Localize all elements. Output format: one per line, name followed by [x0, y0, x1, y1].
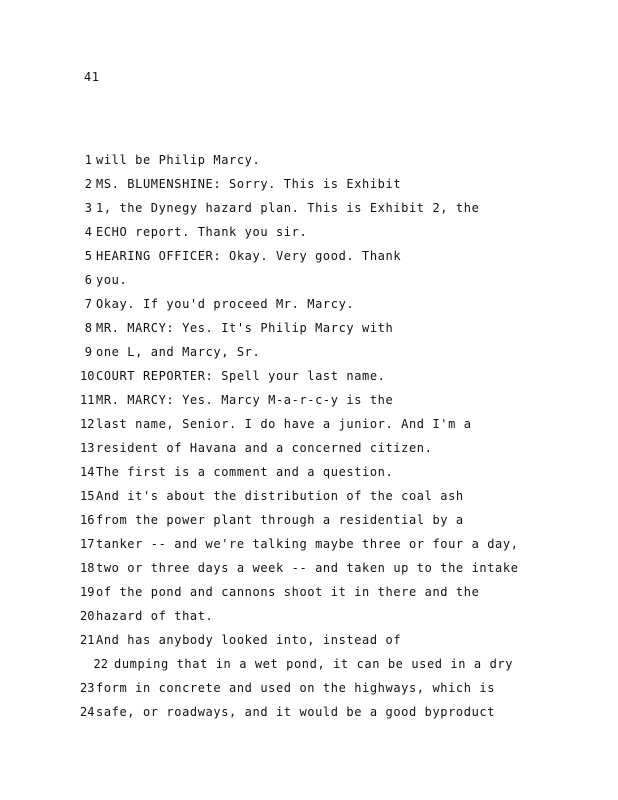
transcript-line [0, 656, 618, 680]
line-number: 2 [84, 177, 92, 191]
line-number: 4 [84, 225, 92, 239]
line-text: COURT REPORTER: Spell your last name. [96, 369, 386, 383]
line-number: 22 [93, 657, 108, 671]
line-text: HEARING OFFICER: Okay. Very good. Thank [96, 249, 402, 263]
transcript-line [0, 200, 618, 224]
line-text: MR. MARCY: Yes. Marcy M-a-r-c-y is the [96, 393, 394, 407]
transcript-line [0, 368, 618, 392]
line-text: of the pond and cannons shoot it in there and the [96, 585, 480, 599]
line-number: 10 [80, 369, 95, 383]
line-number: 9 [84, 345, 92, 359]
line-text: Okay. If you'd proceed Mr. Marcy. [96, 297, 355, 311]
line-number: 6 [84, 273, 92, 287]
transcript-line [0, 416, 618, 440]
transcript-line [0, 176, 618, 200]
transcript-line [0, 488, 618, 512]
line-number: 16 [80, 513, 95, 527]
transcript-line [0, 344, 618, 368]
line-text: MS. BLUMENSHINE: Sorry. This is Exhibit [96, 177, 402, 191]
line-number: 5 [84, 249, 92, 263]
line-number: 3 [84, 201, 92, 215]
line-number: 18 [80, 561, 95, 575]
line-number: 23 [80, 681, 95, 695]
transcript-line [0, 296, 618, 320]
transcript-line [0, 152, 618, 176]
line-number: 12 [80, 417, 95, 431]
page-number: 41 [84, 70, 100, 84]
transcript-line [0, 608, 618, 632]
line-text: tanker -- and we're talking maybe three or four a day, [96, 537, 519, 551]
line-number: 7 [84, 297, 92, 311]
line-text: safe, or roadways, and it would be a good byproduct [96, 705, 496, 719]
transcript-line [0, 584, 618, 608]
line-text: 1, the Dynegy hazard plan. This is Exhibit 2, the [96, 201, 480, 215]
transcript-line [0, 392, 618, 416]
transcript-line [0, 512, 618, 536]
line-text: ECHO report. Thank you sir. [96, 225, 308, 239]
line-number: 11 [80, 393, 95, 407]
line-number: 20 [80, 609, 95, 623]
line-text: form in concrete and used on the highways, which is [96, 681, 496, 695]
line-text: last name, Senior. I do have a junior. And I'm a [96, 417, 472, 431]
line-text: resident of Havana and a concerned citizen. [96, 441, 433, 455]
transcript-line [0, 536, 618, 560]
line-number: 13 [80, 441, 95, 455]
line-text: from the power plant through a residential by a [96, 513, 464, 527]
transcript-line [0, 320, 618, 344]
line-number: 24 [80, 705, 95, 719]
line-number: 19 [80, 585, 95, 599]
line-number: 8 [84, 321, 92, 335]
line-number: 15 [80, 489, 95, 503]
transcript-line [0, 272, 618, 296]
line-text: And has anybody looked into, instead of [96, 633, 402, 647]
line-number: 14 [80, 465, 95, 479]
transcript-body [0, 152, 618, 728]
line-text: you. [96, 273, 128, 287]
line-text: The first is a comment and a question. [96, 465, 394, 479]
transcript-line [0, 464, 618, 488]
transcript-line [0, 560, 618, 584]
transcript-line [0, 440, 618, 464]
line-text: will be Philip Marcy. [96, 153, 261, 167]
line-number: 1 [84, 153, 92, 167]
line-number: 21 [80, 633, 95, 647]
transcript-line [0, 704, 618, 728]
transcript-line [0, 248, 618, 272]
line-text: hazard of that. [96, 609, 214, 623]
line-text: one L, and Marcy, Sr. [96, 345, 261, 359]
transcript-line [0, 680, 618, 704]
transcript-line [0, 224, 618, 248]
line-text: MR. MARCY: Yes. It's Philip Marcy with [96, 321, 394, 335]
line-text: And it's about the distribution of the coal ash [96, 489, 464, 503]
transcript-line [0, 632, 618, 656]
line-text: two or three days a week -- and taken up to the intake [96, 561, 519, 575]
line-text: dumping that in a wet pond, it can be used in a dry [114, 657, 514, 671]
line-number: 17 [80, 537, 95, 551]
